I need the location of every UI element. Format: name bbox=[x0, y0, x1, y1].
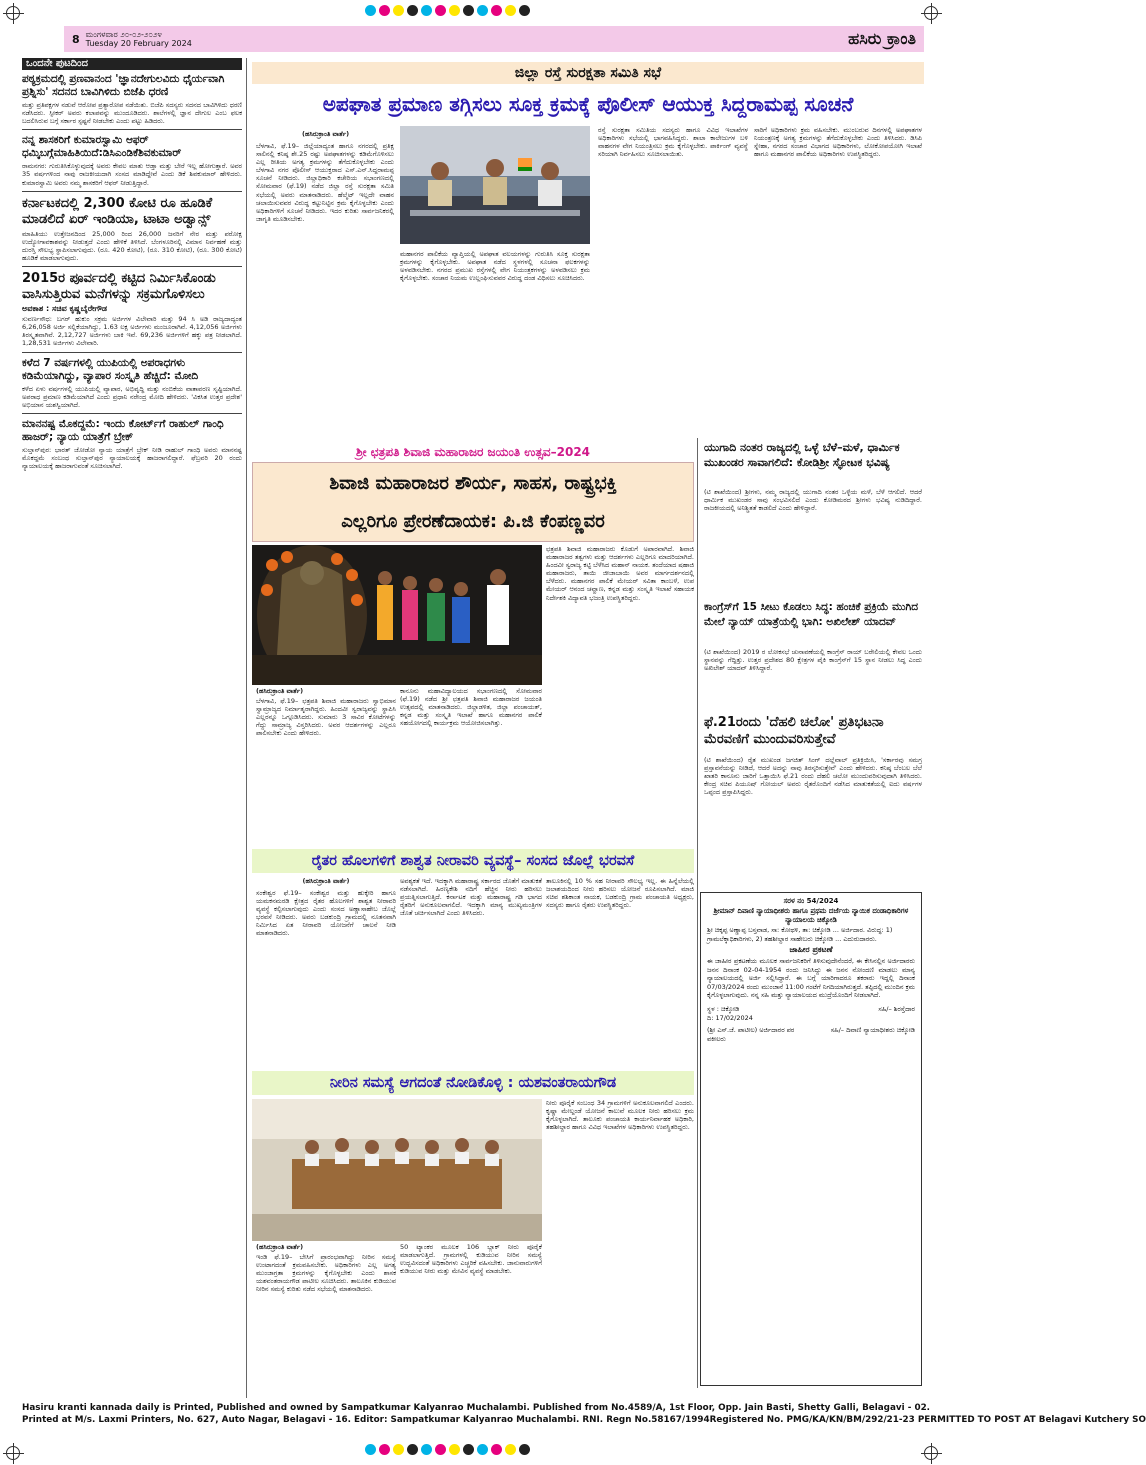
story-headline: ನನ್ನ ಶಾಸಕರಿಗೆ ಕುಮಾರಸ್ವಾಮಿ ಆಫರ್ ಧಮ್ಕಿಬಗ್ಗೆಮಾಹಿತಿಯಿದೆ:ಡಿಸಿಎಂಡಿಕೆಶಿವಕುಮಾರ್ bbox=[22, 134, 182, 160]
notice-date: ದಿ: 17/02/2024 bbox=[707, 1013, 753, 1022]
story-headline: ಕಳೆದ 7 ವರ್ಷಗಳಲ್ಲಿ ಯುಪಿಯಲ್ಲಿ ಅಪರಾಧಗಳು ಕಡಿಮೆಯಾಗಿದ್ದು, ವ್ಯಾಪಾರ ಸಂಸ್ಕೃತಿ ಹೆಚ್ಚಿದೆ: ಮೋದಿ bbox=[22, 356, 199, 382]
water-headline: ನೀರಿನ ಸಮಸ್ಯೆ ಆಗದಂತೆ ನೋಡಿಕೊಳ್ಳಿ : ಯಶವಂತರಾಯಗೌಡ bbox=[252, 1071, 694, 1095]
water-photo-caption: (ಹಸಿರುಕ್ರಾಂತಿ ವಾರ್ತೆ) bbox=[256, 1243, 304, 1251]
left-column bbox=[22, 58, 242, 1398]
court-notice bbox=[700, 892, 922, 1386]
lead-kicker: ಜಿಲ್ಲಾ ರಸ್ತೆ ಸುರಕ್ಷತಾ ಸಮಿತಿ ಸಭೆ bbox=[252, 62, 924, 84]
right-story2-body: (ಟಿ ಶಾಖೆಯಿಂದ) 2019 ರ ಲೋಕಸಭೆ ಚುನಾವಣೆಯಲ್ಲಿ ಕಾಂಗ್ರೆಸ್ ರಾಯ್ ಬರೇಲಿಯಲ್ಲಿ ಕೇವಲ ಒಂದು ಸ್ಥಾನವನ್ನು ಗೆದ್ದಿತ್ತು. ಉತ್ತರ ಪ್ರದೇಶದ 80 ಕ್ಷೇತ್ರಗಳ ಪೈಕಿ ಕಾಂಗ್ರೆಸ್‌ಗೆ 15 ಸ್ಥಾನ ನೀಡಲು ಸಿದ್ಧ ಎಂದು ಅಖಿಲೇಶ್ ಯಾದವ್ ತಿಳಿಸಿದ್ದಾರೆ. bbox=[704, 648, 922, 673]
imprint-line2-left: Printed at M/s. Laxmi Printers, No. 627, Auto Nagar, Belagavi - 16. Editor: Sampatkumar Kalyanrao Muchalambi. RNI. Regn No.58167/1994 bbox=[22, 1415, 710, 1425]
notice-court: ಶ್ರೀಮಾನ್ ದಿವಾಣಿ ನ್ಯಾಯಾಧೀಶರು ಹಾಗೂ ಪ್ರಥಮ ದರ್ಜೆಯ ನ್ಯಾಯಿಕ ದಂಡಾಧಿಕಾರಿಗಳ ನ್ಯಾಯಾಲಯ ಚಿಕ್ಕೋಡಿ bbox=[713, 907, 909, 924]
shivaji-headline-line2: ಎಲ್ಲರಿಗೂ ಪ್ರೇರಣೆದಾಯಕ: ಪಿ.ಜಿ ಕೆಂಪಣ್ಣವರ bbox=[341, 511, 605, 532]
dateline bbox=[86, 30, 192, 48]
column-rule bbox=[246, 58, 247, 1398]
story-byline: ಅವಕಾಶ : ಸಚಿವ ಕೃಷ್ಣಬೈರೇಗೌಡ bbox=[22, 304, 108, 314]
page-number: 8 bbox=[72, 32, 80, 46]
story-headline: ಕರ್ನಾಟಕದಲ್ಲಿ 2,300 ಕೋಟಿ ರೂ ಹೂಡಿಕೆ ಮಾಡಲಿದೆ ಏರ್ ಇಂಡಿಯಾ, ಟಾಟಾ ಅಡ್ವಾನ್ಸ್ bbox=[22, 195, 213, 227]
registration-mark-bottom-right bbox=[924, 1446, 938, 1460]
story-headline: ಪಠ್ಯಕ್ರಮದಲ್ಲಿ ಪ್ರಣವಾನಂದ 'ಜ್ಞಾನದೇಗುಲವಿದು ಧೈರ್ಯವಾಗಿ ಪ್ರಶ್ನಿಸು' ಸದನದ ಬಾವಿಗಿಳಿದು ಬಿಜೆಪಿ ಧರಣಿ bbox=[22, 73, 225, 99]
right-story3-body: (ಟಿ ಶಾಖೆಯಿಂದ) ರೈತ ಮುಖಂಡ ಜಗಜಿತ್ ಸಿಂಗ್ ದಲ್ಲೆವಾಲ್ ಪ್ರತಿಕ್ರಿಯಿಸಿ, 'ಸರ್ಕಾರವು ಸಮಗ್ರ ಪ್ರಸ್ತಾವನೆಯನ್ನು ನೀಡಿದೆ, ಆದರೆ ಅದನ್ನು ನಾವು ತಿರಸ್ಕರಿಸುತ್ತೇವೆ' ಎಂದು ಹೇಳಿದರು. ಕನಿಷ್ಠ ಬೆಂಬಲ ಬೆಲೆ ಖಾತರಿ ಕಾನೂನು ಜಾರಿಗೆ ಒತ್ತಾಯಿಸಿ ಫೆ.21 ರಂದು ದೆಹಲಿ ಚಲೋ ಮುಂದುವರಿಸುವುದಾಗಿ ತಿಳಿಸಿದರು. ಕೇಂದ್ರ ಸಚಿವ ಪಿಯೂಷ್ ಗೋಯಲ್ ಅವರು ರೈತರೊಂದಿಗೆ ನಡೆಸಿದ ಮಾತುಕತೆಯಲ್ಲಿ ಐದು ವರ್ಷಗಳ ಒಪ್ಪಂದ ಪ್ರಸ್ತಾಪಿಸಿದ್ದರು. bbox=[704, 756, 922, 797]
story-body: ಸುಲ್ತಾನ್‌ಪುರ: ಭಾರತ್ ಜೋಡೋ ನ್ಯಾಯ ಯಾತ್ರೆಗೆ ಬ್ರೇಕ್ ನೀಡಿ ರಾಹುಲ್ ಗಾಂಧಿ ಅವರು ಮಾನನಷ್ಟ ಮೊಕದ್ದಮೆ ಸಂಬಂಧ ಸುಲ್ತಾನ್‌ಪುರ ನ್ಯಾಯಾಲಯಕ್ಕೆ ಹಾಜರಾಗಲಿದ್ದಾರೆ. ಫೆಬ್ರವರಿ 20 ರಂದು ನ್ಯಾಯಾಲಯಕ್ಕೆ ಹಾಜರಾಗುವಂತೆ ಸೂಚಿಸಲಾಗಿದೆ. bbox=[22, 445, 242, 470]
shivaji-body-col1: ಬೆಳಗಾವಿ, ಫೆ.19– ಛತ್ರಪತಿ ಶಿವಾಜಿ ಮಹಾರಾಜರು ಸ್ವಾಭಿಮಾನ ಸ್ವಾಮ್ರಾಜ್ಯದ ನಿರ್ಮಾತೃರಾಗಿದ್ದರು. ಹಿಂದವೀ ಸ್ವರಾಜ್ಯವನ್ನು ಸ್ಥಾಪಿಸಿ ಎಲ್ಲರನ್ನೂ ಒಗ್ಗೂಡಿಸಿದರು. ಸುಮಾರು 3 ಸಾವಿರ ಕೋಟೆಗಳನ್ನು ಗೆದ್ದು ಸಾಮ್ರಾಜ್ಯ ವಿಸ್ತರಿಸಿದರು. ಅವರ ಆದರ್ಶಗಳನ್ನು ಎಲ್ಲರೂ ಪಾಲಿಸಬೇಕು ಎಂದು ಹೇಳಿದರು. bbox=[256, 697, 396, 738]
masthead bbox=[64, 26, 924, 52]
notice-title: ಜಾಹೀರ ಪ್ರಕಟಣೆ bbox=[789, 945, 833, 955]
notice-case-number: ಸರಳ ನಂ 54/2024 bbox=[783, 897, 839, 905]
paper-name: ಹಸಿರು ಕ್ರಾಂತಿ bbox=[848, 29, 916, 48]
right-story1-body: (ಟಿ ಶಾಖೆಯಿಂದ) ಶ್ರೀಗಳು, ನಮ್ಮ ರಾಜ್ಯದಲ್ಲಿ ಯುಗಾದಿ ನಂತರ ಒಳ್ಳೆಯ ಮಳೆ, ಬೆಳೆ ಆಗಲಿದೆ. ಆದರೆ ಧಾರ್ಮಿಕ ಮುಖಂಡರ ಸಾವು ಸಂಭವಿಸಲಿದೆ ಎಂದು ಕೋಡಿಮಠದ ಶ್ರೀಗಳು ಭವಿಷ್ಯ ನುಡಿದಿದ್ದಾರೆ. ರಾಜಕೀಯದಲ್ಲಿ ಅನಿಶ್ಚಿತತೆ ಕಾಡಲಿದೆ ಎಂದು ಹೇಳಿದ್ದಾರೆ. bbox=[704, 488, 922, 513]
water-body-col3: ನೀರು ಪೂರೈಕೆ ಸಂಬಂಧ 34 ಗ್ರಾಮಗಳಿಗೆ ಅನುಕೂಲವಾಗಲಿದೆ ಎಂದರು. ಕೃಷ್ಣಾ ಮೇಲ್ದಂಡೆ ಯೋಜನೆ ಕಾಲುವೆ ಮೂಲಕ ನೀರು ಹರಿಸಲು ಕ್ರಮ ಕೈಗೊಳ್ಳಲಾಗಿದೆ. ತಾಲೂಕು ಪಂಚಾಯತಿ ಕಾರ್ಯನಿರ್ವಾಹಕ ಅಧಿಕಾರಿ, ತಹಶೀಲ್ದಾರ ಹಾಗೂ ವಿವಿಧ ಇಲಾಖೆಗಳ ಅಧಿಕಾರಿಗಳು ಉಪಸ್ಥಿತರಿದ್ದರು. bbox=[546, 1099, 694, 1132]
notice-parties: ಶ್ರೀ ಚಿಕ್ಕಪ್ಪ ಅಣ್ಣಾಪ್ಪ ಬಸ್ತವಾಡ, ಸಾ: ಕೋಥಳಿ, ತಾ: ಚಿಕ್ಕೋಡಿ ... ಅರ್ಜಿದಾರ. ವಿರುದ್ಧ: 1) ಗ್ರಾಮಲೆಕ್ಕಾಧಿಕಾರಿಗಳು, 2) ತಹಶೀಲ್ದಾರ ಸಾಹೇಬರು ಚಿಕ್ಕೋಡಿ ... ಎದುರುದಾರರು. bbox=[707, 926, 893, 943]
story-body: ಮಾಹಿತಿಯು ಉತ್ತೇಜನದಿಂದ 25,000 ರಿಂದ 26,000 ಜನರಿಗೆ ನೇರ ಮತ್ತು ಪರೋಕ್ಷ ಉದ್ಯೋಗಾವಕಾಶವನ್ನು ನೀಡುತ್ತದೆ ಎಂದು ಹೇಳಿಕೆ ತಿಳಿಸಿದೆ. ಬೆಂಗಳೂರಿನಲ್ಲಿ ವಿಮಾನ ನಿರ್ವಹಣೆ ಮತ್ತು ದುರಸ್ತಿ ಸೌಲಭ್ಯ ಸ್ಥಾಪಿಸಲಾಗುವುದು. (ರೂ. 420 ಕೋಟಿ), (ರೂ. 310 ಕೋಟಿ), (ರೂ. 300 ಕೋಟಿ) ಹೂಡಿಕೆ ಮಾಡಲಾಗುವುದು. bbox=[22, 229, 242, 262]
imprint-line2-right: Registered No. PMG/KA/KN/BM/292/21-23 PERMITTED TO POST AT Belagavi Kutchery SO bbox=[709, 1415, 1146, 1425]
story-headline: ಮಾನನಷ್ಟ ಮೊಕದ್ದಮೆ: ಇಂದು ಕೋರ್ಟ್‌ಗೆ ರಾಹುಲ್ ಗಾಂಧಿ ಹಾಜರ್; ನ್ಯಾಯ ಯಾತ್ರೆಗೆ ಬ್ರೇಕ್ bbox=[22, 417, 224, 443]
shivaji-headline bbox=[252, 462, 694, 542]
story-body: ಕಳೆದ ಏಳು ವರ್ಷಗಳಲ್ಲಿ ಯುಪಿಯಲ್ಲಿ ವ್ಯಾಪಾರ, ಅಭಿವೃದ್ಧಿ ಮತ್ತು ನಂಬಿಕೆಯ ವಾತಾವರಣ ಸೃಷ್ಟಿಯಾಗಿದೆ. ಅಪರಾಧ ಪ್ರಮಾಣ ಕಡಿಮೆಯಾಗಿದೆ ಎಂದು ಪ್ರಧಾನಿ ನರೇಂದ್ರ ಮೋದಿ ಹೇಳಿದರು. 'ವಿಕಸಿತ ಉತ್ತರ ಪ್ರದೇಶ' ಅಭಿಯಾನ ಯಶಸ್ವಿಯಾಗಿದೆ. bbox=[22, 384, 242, 409]
section-tag: ಒಂದನೇ ಪುಟದಿಂದ bbox=[22, 58, 242, 70]
right-story1-headline: ಯುಗಾದಿ ನಂತರ ರಾಜ್ಯದಲ್ಲಿ ಒಳ್ಳೆ ಬೆಳೆ–ಮಳೆ, ಧಾರ್ಮಿಕ ಮುಖಂಡರ ಸಾವಾಗಲಿದೆ: ಕೋಡಿಶ್ರೀ ಸ್ಫೋಟಕ ಭವಿಷ್ಯ bbox=[704, 441, 900, 469]
story-headline: 2015ರ ಪೂರ್ವದಲ್ಲಿ ಕಟ್ಟಿದ ನಿರ್ಮಿಸಿಕೊಂಡು ವಾಸಿಸುತ್ತಿರುವ ಮನೆಗಳನ್ನು ಸಕ್ರಮಗೊಳಿಸಲು bbox=[22, 271, 216, 303]
registration-mark-top-right bbox=[924, 6, 938, 20]
jayanti-kicker: ಶ್ರೀ ಛತ್ರಪತಿ ಶಿವಾಜಿ ಮಹಾರಾಜರ ಜಯಂತಿ ಉತ್ಸವ–2024 bbox=[355, 445, 591, 459]
farm-headline: ರೈತರ ಹೊಲಗಳಿಗೆ ಶಾಶ್ವತ ನೀರಾವರಿ ವ್ಯವಸ್ಥೆ– ಸಂಸದ ಜೊಲ್ಲೆ ಭರವಸೆ bbox=[252, 849, 694, 873]
notice-body: ಈ ಜಾಹೀರ ಪ್ರಕಟಣೆಯ ಮೂಲಕ ಸಾರ್ವಜನಿಕರಿಗೆ ತಿಳಿಸುವುದೇನೆಂದರೆ, ಈ ಕೇಸಿನಲ್ಲಿನ ಅರ್ಜಿದಾರರು ಜನನ ದಿನಾಂಕ 02-04-1954 ರಂದು ಜನಿಸಿದ್ದು ಈ ಜನನ ನೋಂದಣಿ ಮಾಡಲು ಮಾನ್ಯ ನ್ಯಾಯಾಲಯದಲ್ಲಿ ಅರ್ಜಿ ಸಲ್ಲಿಸಿದ್ದಾರೆ. ಈ ಬಗ್ಗೆ ಯಾರಿಗಾದರೂ ತಕರಾರು ಇದ್ದಲ್ಲಿ ದಿನಾಂಕ 07/03/2024 ರಂದು ಮುಂಜಾನೆ 11:00 ಗಂಟೆಗೆ ನಿಗದಿಯಾಗಿರುತ್ತದೆ. ತಪ್ಪಿದಲ್ಲಿ ಮುಂದಿನ ಕ್ರಮ ಕೈಗೊಳ್ಳಲಾಗುವುದು. ನನ್ನ ಸಹಿ ಮತ್ತು ನ್ಯಾಯಾಲಯದ ಮುದ್ರೆಯೊಂದಿಗೆ ನೀಡಲಾಗಿದೆ. bbox=[707, 957, 915, 1000]
farm-dateline: (ಹಸಿರುಕ್ರಾಂತಿ ವಾರ್ತೆ) bbox=[302, 877, 350, 885]
right-story3-headline: ಫೆ.21ರಂದು 'ದೆಹಲಿ ಚಲೋ' ಪ್ರತಿಭಟನಾ ಮೆರವಣಿಗೆ ಮುಂದುವರಿಸುತ್ತೇವೆ bbox=[704, 715, 884, 747]
notice-sign2: ಸಹಿ/– ದಿವಾಣಿ ನ್ಯಾಯಾಧೀಶರು ಚಿಕ್ಕೋಡಿ bbox=[830, 1026, 915, 1035]
notice-sign1: ಸಹಿ/– ಶಿರಸ್ತೆದಾರ bbox=[878, 1005, 915, 1014]
colour-dots-bottom bbox=[365, 1444, 530, 1455]
water-meeting-photo bbox=[252, 1099, 542, 1241]
notice-advocate: (ಶ್ರೀ ಎಸ್.ಜೆ. ಪಾಟೀಲ) ಅರ್ಜಿದಾರರ ಪರ ವಕೀಲರು bbox=[707, 1026, 795, 1043]
lead-body-col3: ರಸ್ತೆ ಸುರಕ್ಷತಾ ಸಮಿತಿಯ ಸದಸ್ಯರು ಹಾಗೂ ವಿವಿಧ ಇಲಾಖೆಗಳ ಅಧಿಕಾರಿಗಳು ಸಭೆಯಲ್ಲಿ ಭಾಗವಹಿಸಿದ್ದರು. ಶಾಲಾ ಕಾಲೇಜುಗಳ ಬಳಿ ವಾಹನಗಳ ವೇಗ ನಿಯಂತ್ರಿಸಲು ಕ್ರಮ ಕೈಗೊಳ್ಳಬೇಕು. ಪಾರ್ಕಿಂಗ್ ವ್ಯವಸ್ಥೆ ಸರಿಯಾಗಿ ನಿರ್ವಹಿಸಲು ಸೂಚಿಸಲಾಯಿತು. bbox=[598, 126, 748, 159]
shivaji-statue-photo bbox=[252, 545, 542, 685]
farm-body-col1: ಸಂಕೇಶ್ವರ ಫೆ.19– ಸಂಕೇಶ್ವರ ಮತ್ತು ಹುಕ್ಕೇರಿ ಹಾಗೂ ಯಮಕನಮರಡಿ ಕ್ಷೇತ್ರದ ರೈತರ ಹೊಲಗಳಿಗೆ ಶಾಶ್ವತ ನೀರಾವರಿ ವ್ಯವಸ್ಥೆ ಕಲ್ಪಿಸಲಾಗುವುದು ಎಂದು ಸಂಸದ ಅಣ್ಣಾಸಾಹೇಬ ಜೊಲ್ಲೆ ಭರವಸೆ ನೀಡಿದರು. ಅವರು ಬಡಕುಂದ್ರಿ ಗ್ರಾಮದಲ್ಲಿ ನೂತನವಾಗಿ ನಿರ್ಮಿಸಿದ ಏತ ನೀರಾವರಿ ಯೋಜನೆಗೆ ಚಾಲನೆ ನೀಡಿ ಮಾತನಾಡಿದರು. bbox=[256, 889, 396, 938]
lead-body-col2: ಮಹಾನಗರ ಪಾಲಿಕೆಯ ವ್ಯಾಪ್ತಿಯಲ್ಲಿ ಅಪಘಾತ ವಲಯಗಳನ್ನು ಗುರುತಿಸಿ ಸೂಕ್ತ ಸುರಕ್ಷತಾ ಕ್ರಮಗಳನ್ನು ಕೈಗೊಳ್ಳಬೇಕು. ಅಪಘಾತ ನಡೆದ ಸ್ಥಳಗಳಲ್ಲಿ ಸೂಚನಾ ಫಲಕಗಳನ್ನು ಅಳವಡಿಸಬೇಕು. ನಗರದ ಪ್ರಮುಖ ರಸ್ತೆಗಳಲ್ಲಿ ವೇಗ ನಿಯಂತ್ರಕಗಳನ್ನು ಅಳವಡಿಸಲು ಕ್ರಮ ಕೈಗೊಳ್ಳಬೇಕು. ಸಂಚಾರ ನಿಯಮ ಉಲ್ಲಂಘಿಸುವವರ ವಿರುದ್ಧ ದಂಡ ವಿಧಿಸಲು ಸೂಚಿಸಿದರು. bbox=[400, 250, 590, 283]
notice-place: ಸ್ಥಳ : ಚಿಕ್ಕೋಡಿ bbox=[707, 1005, 740, 1014]
shivaji-headline-line1: ಶಿವಾಜಿ ಮಹಾರಾಜರ ಶೌರ್ಯ, ಸಾಹಸ, ರಾಷ್ಟ್ರಭಕ್ತಿ bbox=[329, 473, 617, 494]
right-story2-headline: ಕಾಂಗ್ರೆಸ್‌ಗೆ 15 ಸೀಟು ಕೊಡಲು ಸಿದ್ಧ: ಹಂಚಿಕೆ ಪ್ರಕ್ರಿಯೆ ಮುಗಿದ ಮೇಲೆ ನ್ಯಾಯ್ ಯಾತ್ರೆಯಲ್ಲಿ ಭಾಗಿ: ಅಖಿಲೇಶ್ ಯಾದವ್ bbox=[704, 601, 918, 628]
story-body: ಸುವರ್ಣಸೌಧ: ಬಗರ್ ಹುಕುಂ ಸಕ್ರಮ ಅರ್ಜಿಗಳ ವಿಲೇವಾರಿ ಮತ್ತು 94 ಸಿ ಅಡಿ ರಾಜ್ಯದಾದ್ಯಂತ 6,26,058 ಅರ್ಜಿ ಸಲ್ಲಿಕೆಯಾಗಿದ್ದು, 1.63 ಲಕ್ಷ ಅರ್ಜಿಗಳು ಮಂಜೂರಾಗಿವೆ. 4,12,056 ಅರ್ಜಿಗಳು ತಿರಸ್ಕೃತವಾಗಿವೆ. 2,12,727 ಅರ್ಜಿಗಳು ಬಾಕಿ ಇವೆ. 69,236 ಅರ್ಜಿಗಳಿಗೆ ಹಕ್ಕು ಪತ್ರ ನೀಡಲಾಗಿದೆ. 1,28,531 ಅರ್ಜಿಗಳು ವಿಲೇವಾರಿ. bbox=[22, 315, 242, 348]
registration-mark-bottom-left bbox=[6, 1446, 20, 1460]
lead-body-col1: ಬೆಳಗಾವಿ, ಫೆ.19– ಜಿಲ್ಲೆಯಾದ್ಯಂತ ಹಾಗೂ ನಗರದಲ್ಲಿ ಪ್ರತಿಕ್ಷ ಸಾಲಿನಲ್ಲಿ ಕನಿಷ್ಠ ಶೇ.25 ರಷ್ಟು ಅಪಘಾತಗಳನ್ನು ಕಡಿಮೆಗೊಳಿಸಲು ಎಲ್ಲ ರೀತಿಯ ಅಗತ್ಯ ಕ್ರಮಗಳನ್ನು ತೆಗೆದುಕೊಳ್ಳಬೇಕು ಎಂದು ಬೆಳಗಾವಿ ನಗರ ಪೊಲೀಸ್ ಆಯುಕ್ತರಾದ ಎಸ್.ಎನ್.ಸಿದ್ದರಾಮಪ್ಪ ಸೂಚನೆ ನೀಡಿದರು. ಜಿಲ್ಲಾಧಿಕಾರಿ ಕಚೇರಿಯ ಸಭಾಂಗಣದಲ್ಲಿ ಸೋಮವಾರ (ಫೆ.19) ನಡೆದ ಜಿಲ್ಲಾ ರಸ್ತೆ ಸುರಕ್ಷತಾ ಸಮಿತಿ ಸಭೆಯಲ್ಲಿ ಅವರು ಮಾತನಾಡಿದರು. ಹೆಲ್ಮೆಟ್ ಇಲ್ಲದೇ ವಾಹನ ಚಲಾಯಿಸುವವರ ವಿರುದ್ಧ ಕಟ್ಟುನಿಟ್ಟಿನ ಕ್ರಮ ಕೈಗೊಳ್ಳಬೇಕು ಎಂದು ಅಧಿಕಾರಿಗಳಿಗೆ ಸೂಚನೆ ನೀಡಿದರು. ಇದರ ಕುರಿತು ಸಾರ್ವಜನಿಕರಲ್ಲಿ ಜಾಗೃತಿ ಮೂಡಿಸಬೇಕು. bbox=[256, 142, 394, 223]
registration-mark-top-left bbox=[6, 6, 20, 20]
story-body: ರಾಮನಗರ: ಗುರುತಿಸಿಕೊಳ್ಳುವುದಕ್ಕೆ ಅವರು ಕೇವಲ ಮಾತು ಆಡ್ತಾ ಮತ್ತು ಬೇರೆ ಇಲ್ಲ ಹೋಗುತ್ತಾರೆ. ಅವರ 35 ವರ್ಷಗಳಿಂದ ನಾವು ರಾಜಕೀಯದಾಗಿ ಸಂಸದ ಮಾಡಿದ್ದೇವೆ ಎಂದು ಡಿಕೆ ಶಿವಕುಮಾರ್ ಹೇಳಿದರು. ಕುಮಾರಸ್ವಾಮಿ ಅವರು ನಮ್ಮ ಶಾಸಕರಿಗೆ ಆಫರ್ ನೀಡುತ್ತಿದ್ದಾರೆ. bbox=[22, 162, 242, 187]
story-body: ಮತ್ತು ಪ್ರತಿಪಕ್ಷಗಳ ನಡುವೆ ಆರೋಪ ಪ್ರತ್ಯಾರೋಪ ನಡೆಯಿತು. ಬಿಜೆಪಿ ಸದಸ್ಯರು ಸದನದ ಬಾವಿಗಿಳಿದು ಧರಣಿ ನಡೆಸಿದರು. ಸ್ಪೀಕರ್ ಅವರು ಕಲಾಪವನ್ನು ಮುಂದೂಡಿದರು. ಶಾಲೆಗಳಲ್ಲಿ ಜ್ಞಾನ ದೇಗುಲ ಎಂಬ ಫಲಕ ಬದಲಿಸಿರುವ ಬಗ್ಗೆ ಸರ್ಕಾರ ಸ್ಪಷ್ಟನೆ ನೀಡಬೇಕು ಎಂದು ಪಟ್ಟು ಹಿಡಿದರು. bbox=[22, 101, 242, 126]
water-body-col2: 50 ಟ್ಯಾಂಕರ ಮೂಲಕ 106 ಬ್ಲಾಕ್ ನೀರು ಪೂರೈಕೆ ಮಾಡಲಾಗುತ್ತಿದೆ. ಗ್ರಾಮಗಳಲ್ಲಿ ಕುಡಿಯುವ ನೀರಿನ ಸಮಸ್ಯೆ ಉದ್ಭವಿಸದಂತೆ ಅಧಿಕಾರಿಗಳು ಎಚ್ಚರಿಕೆ ವಹಿಸಬೇಕು. ಜಾನುವಾರುಗಳಿಗೆ ಕುಡಿಯುವ ನೀರು ಮತ್ತು ಮೇವಿನ ವ್ಯವಸ್ಥೆ ಮಾಡಬೇಕು. bbox=[400, 1243, 542, 1276]
shivaji-body-col2: ಕಾನೂನು ಮಹಾವಿದ್ಯಾಲಯದ ಸಭಾಂಗಣದಲ್ಲಿ ಸೋಮವಾರ (ಫೆ.19) ನಡೆದ ಶ್ರೀ ಛತ್ರಪತಿ ಶಿವಾಜಿ ಮಹಾರಾಜರ ಜಯಂತಿ ಉತ್ಸವದಲ್ಲಿ ಮಾತನಾಡಿದರು. ಜಿಲ್ಲಾಡಳಿತ, ಜಿಲ್ಲಾ ಪಂಚಾಯತ್, ಕನ್ನಡ ಮತ್ತು ಸಂಸ್ಕೃತಿ ಇಲಾಖೆ ಹಾಗೂ ಮಹಾನಗರ ಪಾಲಿಕೆ ಸಹಯೋಗದಲ್ಲಿ ಕಾರ್ಯಕ್ರಮ ಆಯೋಜಿಸಲಾಗಿತ್ತು. bbox=[400, 687, 542, 728]
lead-dateline: (ಹಸಿರುಕ್ರಾಂತಿ ವಾರ್ತೆ) bbox=[302, 130, 350, 138]
farm-body-col2: ಅವಶ್ಯಕತೆ ಇದೆ. ಇದಕ್ಕಾಗಿ ಮಹಾರಾಷ್ಟ್ರ ಸರ್ಕಾರದ ಜೊತೆಗೆ ಮಾತುಕತೆ ನಡೆಸಲಾಗಿದೆ. ಹಿರಣ್ಯಕೇಶಿ ನದಿಗೆ ಹೆಚ್ಚಿನ ನೀರು ಹರಿಸಲು ಪ್ರಯತ್ನಿಸಲಾಗುತ್ತಿದೆ. ಕರ್ನಾಟಕ ಮತ್ತು ಮಹಾರಾಷ್ಟ್ರ ಗಡಿ ಭಾಗದ ರೈತರಿಗೆ ಅನುಕೂಲವಾಗಲಿದೆ. ಇದಕ್ಕಾಗಿ ಮಾನ್ಯ ಮುಖ್ಯಮಂತ್ರಿಗಳ ಜೊತೆ ಚರ್ಚಿಸಲಾಗಿದೆ ಎಂದು ತಿಳಿಸಿದರು. bbox=[400, 877, 542, 918]
shivaji-photo-caption: (ಹಸಿರುಕ್ರಾಂತಿ ವಾರ್ತೆ) bbox=[256, 687, 304, 695]
date-english: Tuesday 20 February 2024 bbox=[85, 39, 192, 48]
column-rule bbox=[697, 438, 698, 1388]
colour-dots-top bbox=[365, 5, 530, 16]
imprint-line1: Hasiru kranti kannada daily is Printed, Published and owned by Sampatkumar Kalyanrao Muchalambi. Published from No.4589/A, 1st Floor, Opp. Jain Basti, Shetty Galli, Belagavi - 02. bbox=[22, 1403, 931, 1413]
date-kannada: ಮಂಗಳವಾರ ೨೦-೦೨-೨೦೨೪ bbox=[85, 30, 162, 39]
farm-body-col3: ತಾಲೂಕಿನಲ್ಲಿ 10 % ಸಹ ನೀರಾವರಿ ಸೌಲಭ್ಯ ಇಲ್ಲ. ಈ ಹಿನ್ನೆಲೆಯಲ್ಲಿ ಜಲಾಶಯದಿಂದ ನೀರು ಹರಿಸಲು ಯೋಜನೆ ರೂಪಿಸಲಾಗಿದೆ. ಮಾಜಿ ಸಚಿವ ಶಶಿಕಾಂತ ನಾಯಕ, ಬಡಕುಂದ್ರಿ ಗ್ರಾಮ ಪಂಚಾಯತಿ ಅಧ್ಯಕ್ಷರು, ಸದಸ್ಯರು ಹಾಗೂ ರೈತರು ಉಪಸ್ಥಿತರಿದ್ದರು. bbox=[546, 877, 694, 910]
imprint-footer bbox=[22, 1402, 1146, 1426]
water-body-col1: ಇಂಡಿ ಫೆ.19– ಬೇಸಿಗೆ ಪ್ರಾರಂಭವಾಗಿದ್ದು ನೀರಿನ ಸಮಸ್ಯೆ ಉಂಟಾಗದಂತೆ ಕ್ರಮವಹಿಸಬೇಕು. ಅಧಿಕಾರಿಗಳು ಎಲ್ಲ ಅಗತ್ಯ ಮುಂಜಾಗ್ರತಾ ಕ್ರಮಗಳನ್ನು ಕೈಗೊಳ್ಳಬೇಕು ಎಂದು ಶಾಸಕ ಯಶವಂತರಾಯಗೌಡ ಪಾಟೀಲ ಸೂಚಿಸಿದರು. ತಾಲೂಕಿನ ಕುಡಿಯುವ ನೀರಿನ ಸಮಸ್ಯೆ ಕುರಿತು ನಡೆದ ಸಭೆಯಲ್ಲಿ ಮಾತನಾಡಿದರು. bbox=[256, 1253, 396, 1294]
lead-body-col4: ಸಾರಿಗೆ ಅಧಿಕಾರಿಗಳು ಕ್ರಮ ವಹಿಸಬೇಕು. ಮುಂಬರುವ ದಿನಗಳಲ್ಲಿ ಅಪಘಾತಗಳ ನಿಯಂತ್ರಣಕ್ಕೆ ಅಗತ್ಯ ಕ್ರಮಗಳನ್ನು ತೆಗೆದುಕೊಳ್ಳಬೇಕು ಎಂದು ತಿಳಿಸಿದರು. ಡಿಸಿಪಿ ಸ್ನೇಹಾ, ನಗರದ ಸಂಚಾರ ವಿಭಾಗದ ಅಧಿಕಾರಿಗಳು, ಲೋಕೋಪಯೋಗಿ ಇಲಾಖೆ ಹಾಗೂ ಮಹಾನಗರ ಪಾಲಿಕೆಯ ಅಧಿಕಾರಿಗಳು ಉಪಸ್ಥಿತರಿದ್ದರು. bbox=[754, 126, 922, 159]
lead-headline: ಅಪಘಾತ ಪ್ರಮಾಣ ತಗ್ಗಿಸಲು ಸೂಕ್ತ ಕ್ರಮಕ್ಕೆ ಪೊಲೀಸ್ ಆಯುಕ್ತ ಸಿದ್ದರಾಮಪ್ಪ ಸೂಚನೆ bbox=[322, 92, 854, 116]
meeting-photo bbox=[400, 126, 590, 244]
shivaji-body-col3: ಛತ್ರಪತಿ ಶಿವಾಜಿ ಮಹಾರಾಜರು ಕೊಡುಗೆ ಅಪಾರವಾಗಿದೆ. ಶಿವಾಜಿ ಮಹಾರಾಜರ ತತ್ವಗಳು ಮತ್ತು ಆದರ್ಶಗಳು ಎಲ್ಲರಿಗೂ ಮಾದರಿಯಾಗಿದೆ. ಹಿಂದವೀ ಸ್ವರಾಜ್ಯ ಕಟ್ಟಿ ಬೆಳೆಸಿದ ಮಹಾನ್ ನಾಯಕ. ತಂದೆಯಾದ ಷಹಾಜಿ ಮಹಾರಾಜರು, ತಾಯಿ ಜೀಜಾಬಾಯಿ ಅವರ ಮಾರ್ಗದರ್ಶನದಲ್ಲಿ ಬೆಳೆದರು. ಮಹಾನಗರ ಪಾಲಿಕೆ ಮೇಯರ್ ಸವಿತಾ ಕಾಂಬಳೆ, ಉಪ ಮೇಯರ್ ಆನಂದ ಚವ್ಹಾಣ, ಕನ್ನಡ ಮತ್ತು ಸಂಸ್ಕೃತಿ ಇಲಾಖೆ ಸಹಾಯಕ ನಿರ್ದೇಶಕಿ ವಿದ್ಯಾವತಿ ಭಜಂತ್ರಿ ಉಪಸ್ಥಿತರಿದ್ದರು. bbox=[546, 545, 694, 602]
